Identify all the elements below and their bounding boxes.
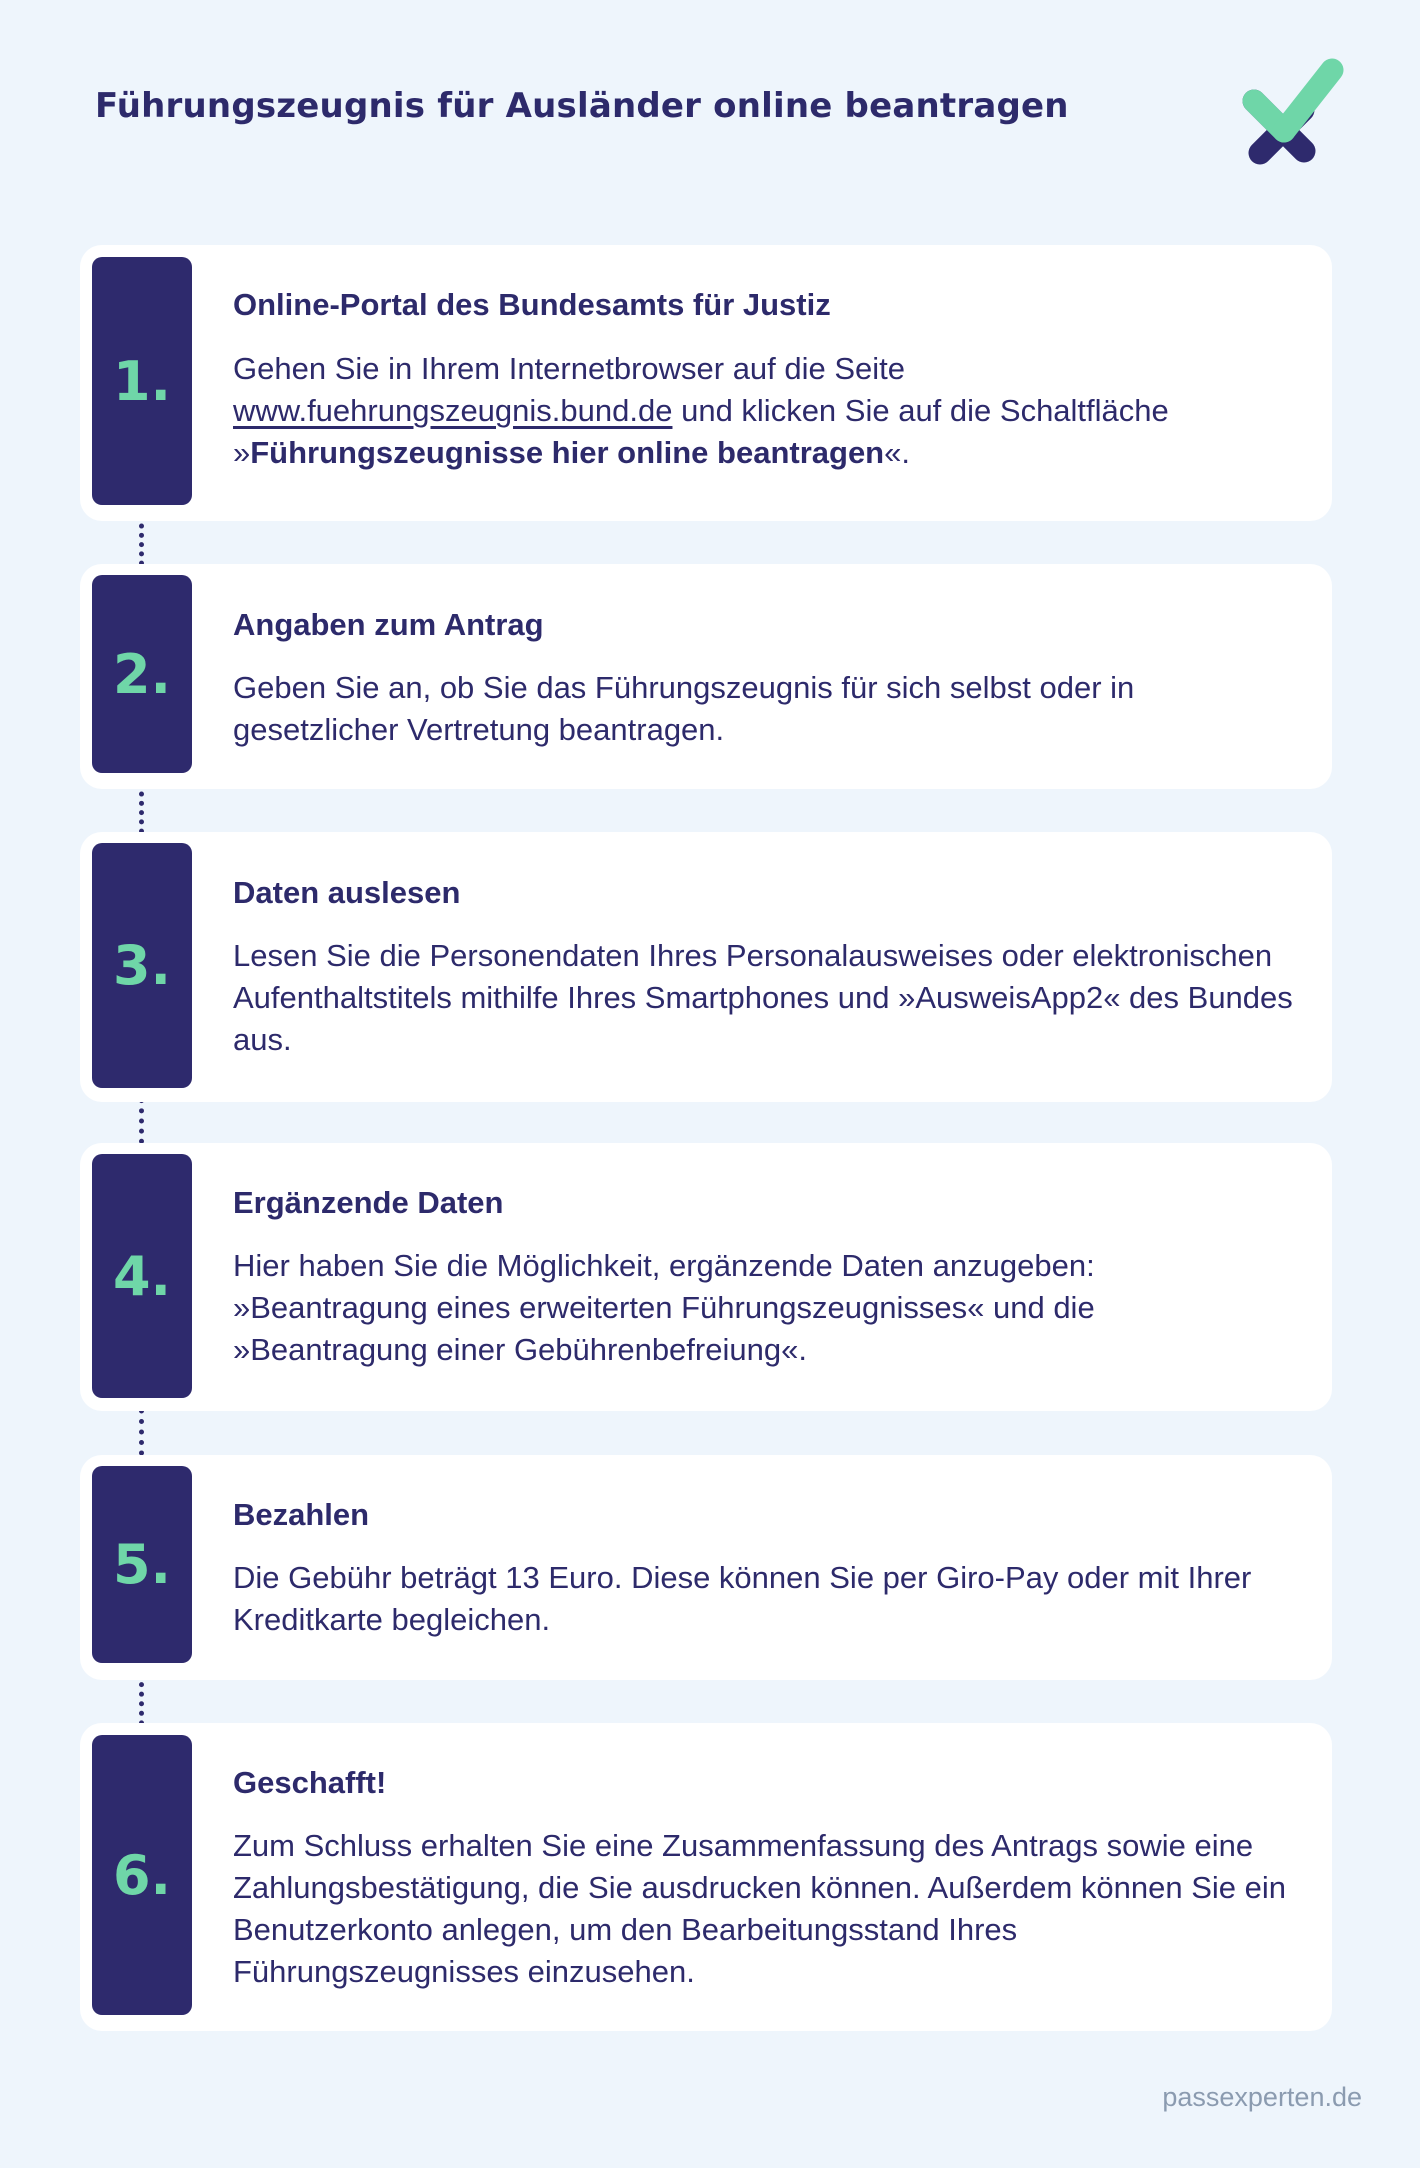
step-number: 2.: [112, 642, 172, 706]
footer-brand: passexperten.de: [1162, 2082, 1362, 2112]
step-text: Geben Sie an, ob Sie das Führungszeugnis für sich selbst oder in gesetzlicher Vertretung beantragen.: [233, 670, 1135, 747]
step-text: Lesen Sie die Personendaten Ihres Personalausweises oder elektronischen Aufenthaltstitels mithilfe Ihres Smartphones und »AusweisApp2« des Bundes aus.: [233, 938, 1293, 1057]
step-number: 4.: [112, 1244, 172, 1308]
step-number: 5.: [112, 1533, 172, 1596]
step-title: Angaben zum Antrag: [233, 607, 544, 642]
button-name: Führungszeugnisse hier online beantragen: [250, 435, 885, 470]
step-number: 1.: [112, 349, 172, 413]
step-title: Bezahlen: [233, 1497, 370, 1532]
step-number-box: [92, 257, 192, 505]
step-number-box: [92, 1154, 192, 1398]
step-text: Hier haben Sie die Möglichkeit, ergänzende Daten anzugeben: »Beantragung eines erweiterten Führungszeugnisses« und die »Beantragung einer Gebührenbefreiung«.: [233, 1248, 1095, 1367]
step-text: Zum Schluss erhalten Sie eine Zusammenfassung des Antrags sowie eine Zahlungsbestätigung, die Sie ausdrucken können. Außerdem können Sie ein Benutzerkonto anlegen, um den Bearbeitungsstand Ihres Führungszeugnisses einzusehen.: [233, 1828, 1286, 1989]
step-title: Geschafft!: [233, 1765, 387, 1800]
step-title: Ergänzende Daten: [233, 1185, 504, 1220]
portal-link[interactable]: www.fuehrungszeugnis.bund.de: [233, 393, 673, 428]
step-text: Gehen Sie in Ihrem Internetbrowser auf die Seite www.fuehrungszeugnis.bund.de und klicken Sie auf die Schaltfläche »Führungszeugnisse hier online beantragen«.: [233, 351, 1169, 470]
step-number: 6.: [112, 1843, 172, 1907]
step-number-box: [92, 1735, 192, 2015]
step-number-box: [92, 1466, 192, 1663]
step-number-box: [92, 575, 192, 773]
checkmark-cross-logo-icon: [1220, 48, 1350, 178]
page-title: Führungszeugnis für Ausländer online beantragen: [95, 86, 1069, 126]
step-number-box: [92, 843, 192, 1088]
step-title: Daten auslesen: [233, 875, 461, 910]
step-title: Online-Portal des Bundesamts für Justiz: [233, 287, 831, 322]
step-text: Die Gebühr beträgt 13 Euro. Diese können Sie per Giro-Pay oder mit Ihrer Kreditkarte begleichen.: [233, 1560, 1252, 1637]
step-number: 3.: [112, 934, 172, 997]
